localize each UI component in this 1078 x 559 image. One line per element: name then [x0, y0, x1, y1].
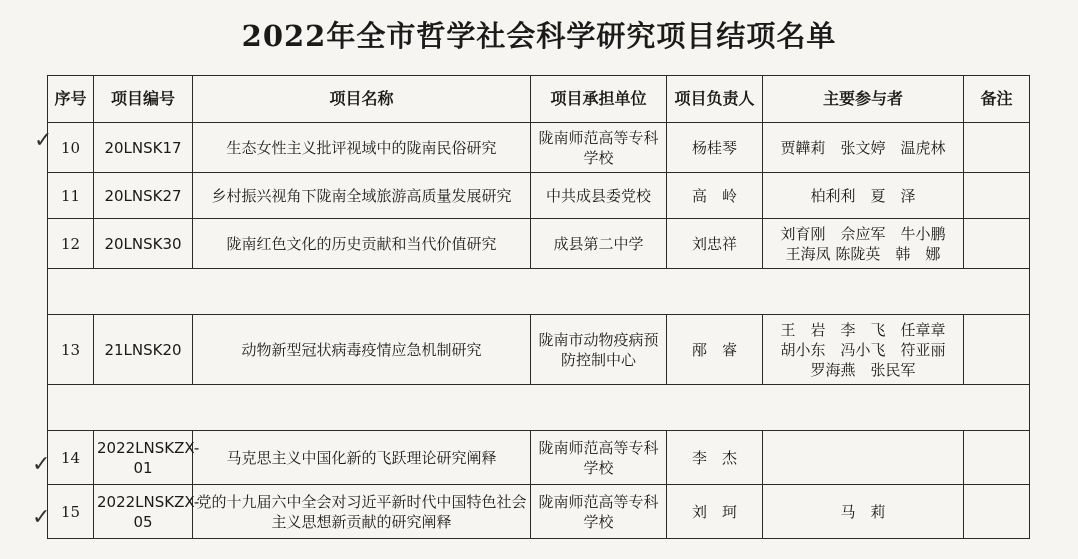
project-note	[964, 485, 1030, 539]
checkmark-icon: ✓	[34, 128, 53, 153]
project-unit: 陇南市动物疫病预防控制中心	[531, 315, 667, 385]
member-line: 王 岩 李 飞 任章章	[780, 320, 946, 339]
project-name: 乡村振兴视角下陇南全域旅游高质量发展研究	[193, 173, 531, 219]
blank-row	[48, 269, 1030, 315]
blank-row	[48, 385, 1030, 431]
header-cell: 备注	[964, 76, 1030, 123]
project-leader: 刘忠祥	[667, 219, 763, 269]
member-line: 王海凤 陈陇英 韩 娜	[785, 244, 941, 263]
blank-cell	[48, 385, 1030, 431]
project-note	[964, 123, 1030, 173]
member-line: 柏利利 夏 泽	[810, 186, 916, 205]
project-note	[964, 173, 1030, 219]
project-note	[964, 219, 1030, 269]
project-note	[964, 315, 1030, 385]
project-unit: 陇南师范高等专科学校	[531, 431, 667, 485]
project-members	[763, 315, 964, 385]
page-title: 2022年全市哲学社会科学研究项目结项名单	[241, 19, 837, 53]
project-code: 20LNSK30	[94, 219, 193, 269]
table-header-row	[48, 76, 1030, 123]
project-name: 党的十九届六中全会对习近平新时代中国特色社会主义思想新贡献的研究阐释	[193, 485, 531, 539]
header-cell: 项目编号	[94, 76, 193, 123]
project-members	[763, 219, 964, 269]
member-line: 贾韡莉 张文婷 温虎林	[780, 138, 946, 157]
table-row	[48, 315, 1030, 385]
checkmark-icon: ✓	[32, 452, 51, 477]
project-members	[763, 431, 964, 485]
header-cell: 项目承担单位	[531, 76, 667, 123]
project-members	[763, 123, 964, 173]
project-note	[964, 431, 1030, 485]
project-name: 陇南红色文化的历史贡献和当代价值研究	[193, 219, 531, 269]
project-code: 21LNSK20	[94, 315, 193, 385]
table-row	[48, 431, 1030, 485]
project-leader: 高 岭	[667, 173, 763, 219]
table-row	[48, 123, 1030, 173]
row-number: 14	[48, 431, 94, 485]
member-line: 胡小东 冯小飞 符亚丽	[780, 340, 946, 359]
project-members	[763, 173, 964, 219]
project-leader: 邴 睿	[667, 315, 763, 385]
row-number: 12	[48, 219, 94, 269]
project-code: 20LNSK27	[94, 173, 193, 219]
project-unit: 陇南师范高等专科学校	[531, 485, 667, 539]
member-line: 罗海燕 张民军	[810, 360, 916, 379]
project-members	[763, 485, 964, 539]
member-line: 刘育刚 佘应军 牛小鹏	[780, 224, 946, 243]
checkmark-icon: ✓	[32, 505, 51, 530]
row-number: 10	[48, 123, 94, 173]
header-cell: 主要参与者	[763, 76, 964, 123]
project-name: 生态女性主义批评视域中的陇南民俗研究	[193, 123, 531, 173]
results-table	[47, 75, 1030, 539]
project-code: 20LNSK17	[94, 123, 193, 173]
project-name: 马克思主义中国化新的飞跃理论研究阐释	[193, 431, 531, 485]
project-leader: 李 杰	[667, 431, 763, 485]
member-line: 马 莉	[840, 502, 886, 521]
header-cell: 项目负责人	[667, 76, 763, 123]
header-cell: 序号	[48, 76, 94, 123]
project-unit: 中共成县委党校	[531, 173, 667, 219]
project-name: 动物新型冠状病毒疫情应急机制研究	[193, 315, 531, 385]
project-leader: 刘 珂	[667, 485, 763, 539]
row-number: 13	[48, 315, 94, 385]
project-unit: 成县第二中学	[531, 219, 667, 269]
blank-cell	[48, 269, 1030, 315]
project-unit: 陇南师范高等专科学校	[531, 123, 667, 173]
header-cell: 项目名称	[193, 76, 531, 123]
project-leader: 杨桂琴	[667, 123, 763, 173]
table-row	[48, 173, 1030, 219]
project-code: 2022LNSKZX-05	[94, 485, 193, 539]
table-row	[48, 219, 1030, 269]
row-number: 11	[48, 173, 94, 219]
project-code: 2022LNSKZX-01	[94, 431, 193, 485]
table-row	[48, 485, 1030, 539]
row-number: 15	[48, 485, 94, 539]
